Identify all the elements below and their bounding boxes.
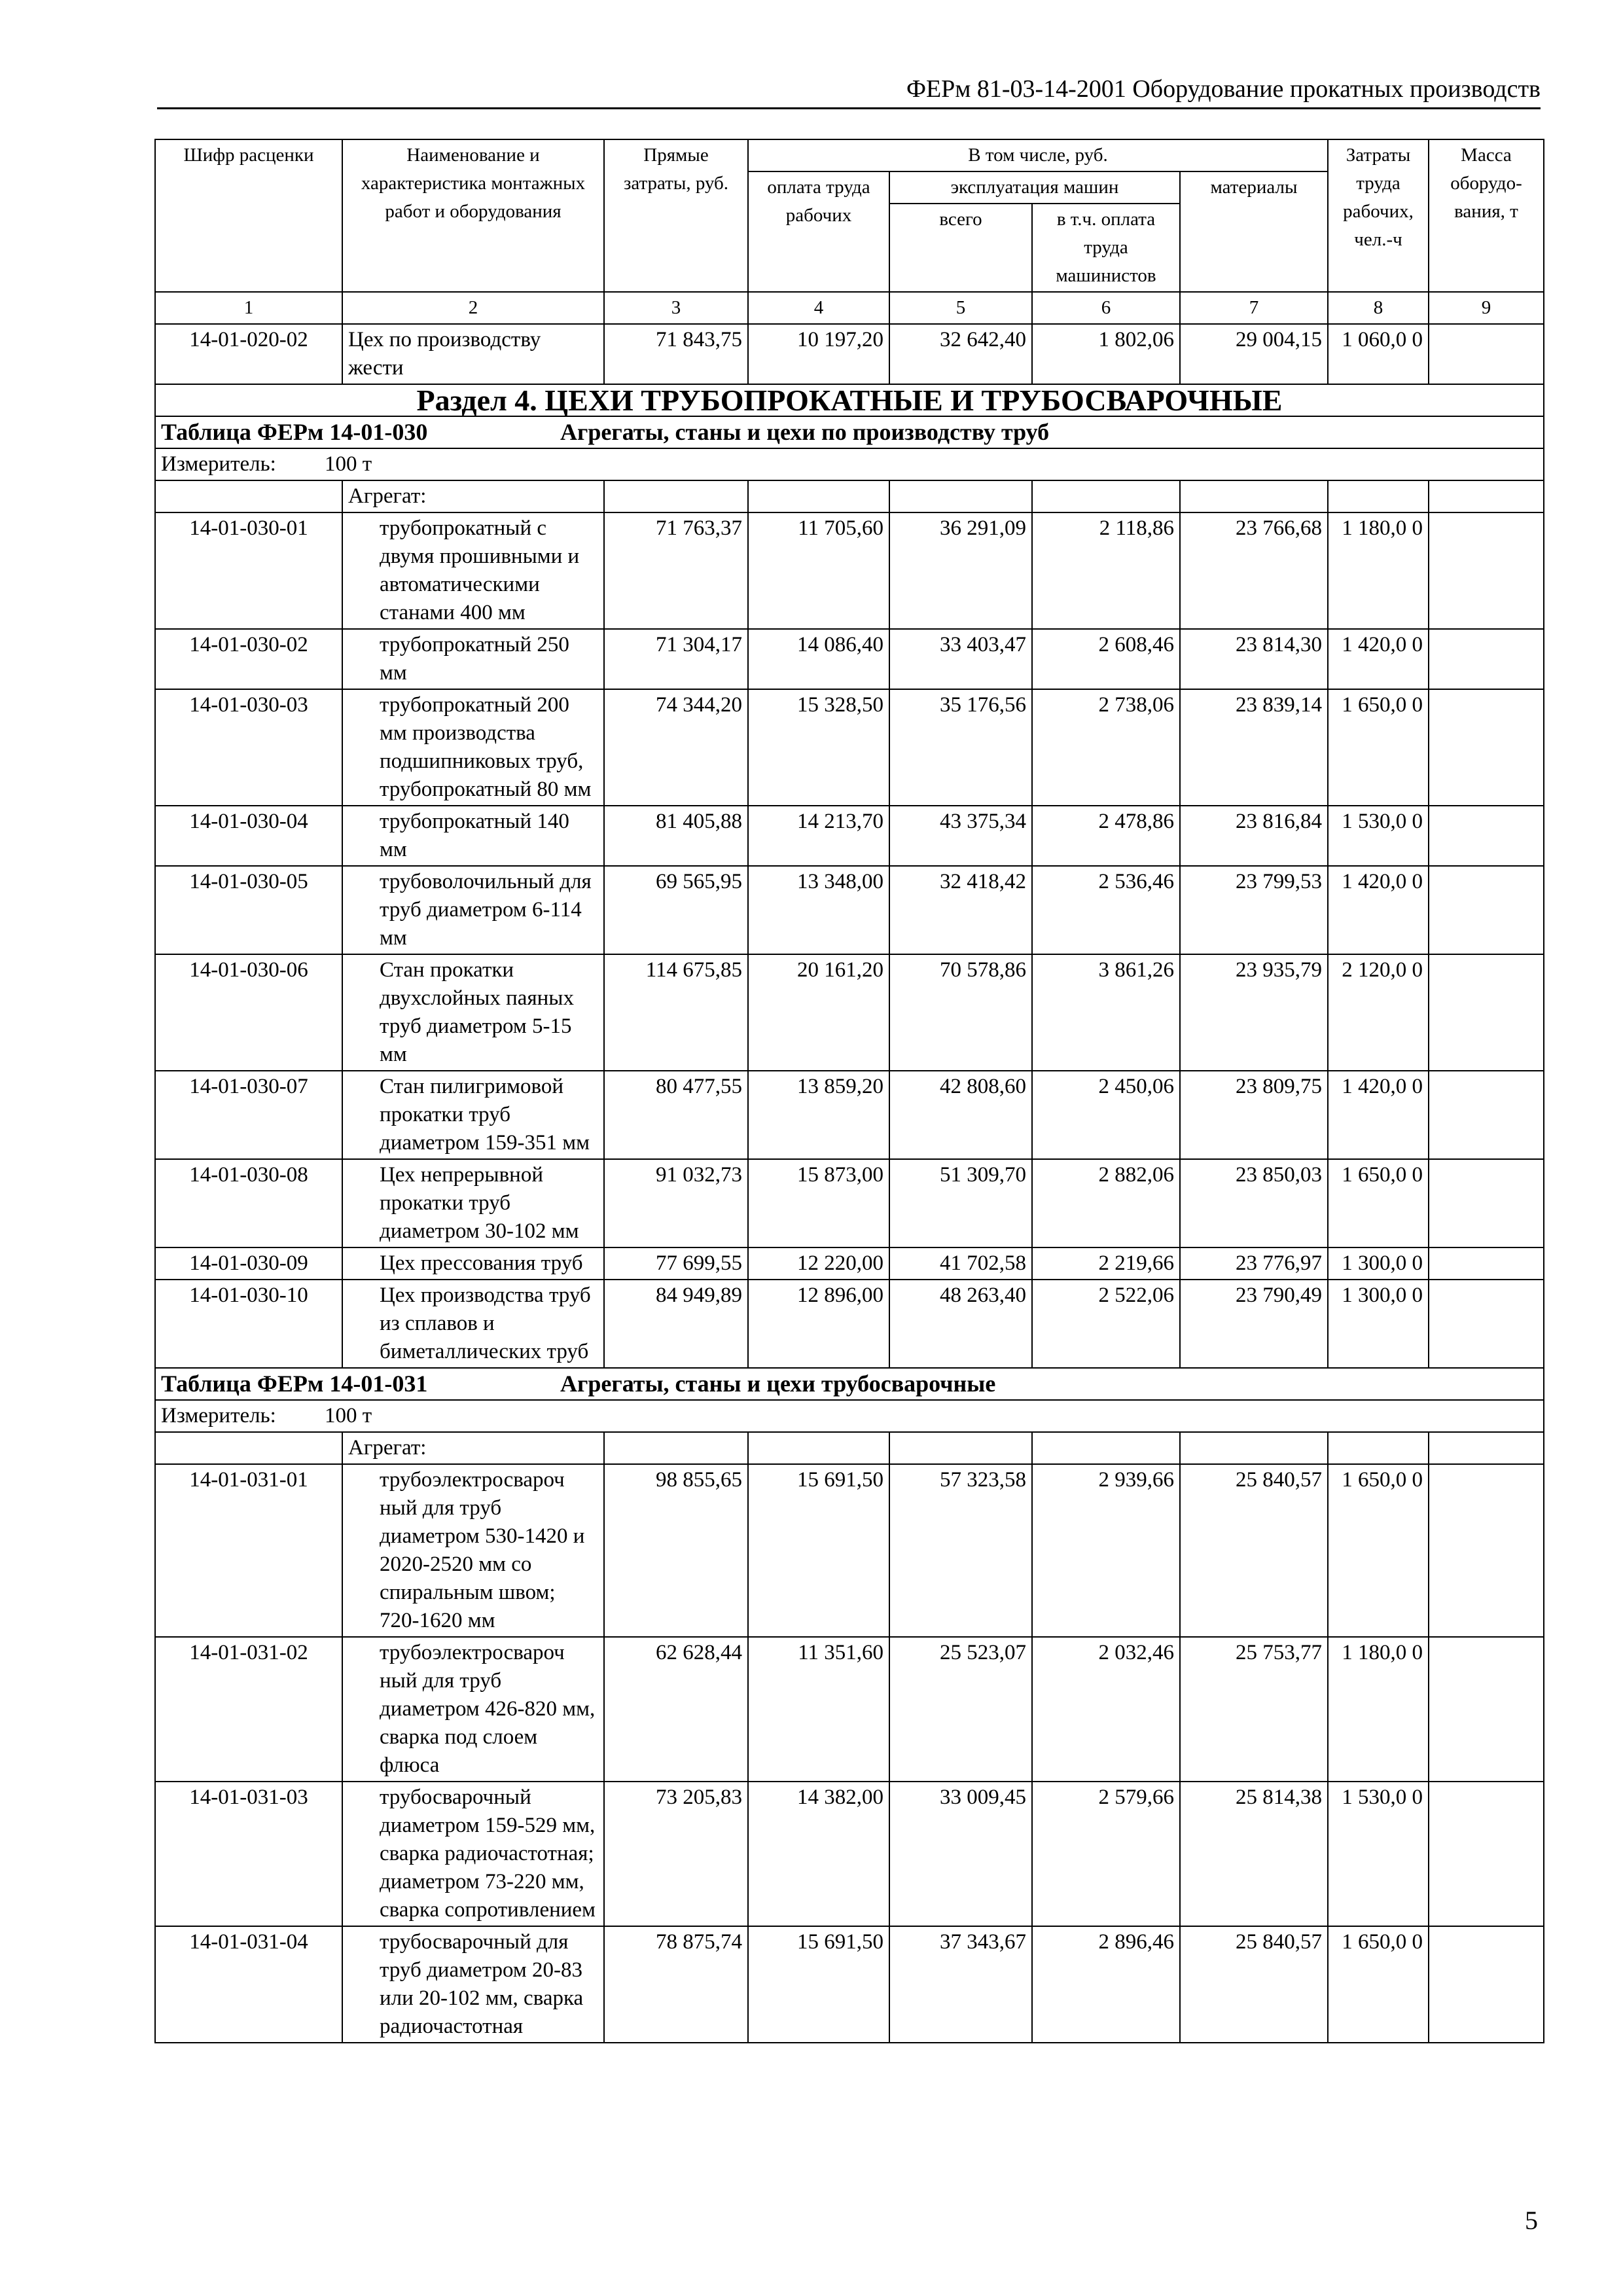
equipment-mass [1429, 1464, 1544, 1637]
rate-code: 14-01-030-07 [155, 1071, 342, 1159]
direct-cost: 81 405,88 [604, 806, 748, 866]
labor-hours: 1 650,0 0 [1328, 1159, 1429, 1247]
col-mass-header: Масса оборудо-вания, т [1429, 139, 1544, 292]
machines-total-cost: 36 291,09 [889, 512, 1032, 629]
work-name: трубосварочный диаметром 159-529 мм, сварка радиочастотная; диаметром 73-220 мм, сварка сопротивлением [342, 1782, 604, 1926]
direct-cost: 91 032,73 [604, 1159, 748, 1247]
table-row [155, 1159, 1544, 1247]
rate-code: 14-01-030-10 [155, 1280, 342, 1368]
measure-cell [155, 448, 1544, 480]
machinist-wages-cost: 2 219,66 [1032, 1247, 1180, 1280]
machines-total-cost: 32 418,42 [889, 866, 1032, 954]
group-empty-cell [1429, 1432, 1544, 1464]
work-name: трубопрокатный 250 мм [342, 629, 604, 689]
rate-code: 14-01-031-02 [155, 1637, 342, 1782]
measure-row [155, 448, 1544, 480]
wages-cost: 15 691,50 [748, 1464, 889, 1637]
materials-cost: 25 840,57 [1180, 1464, 1328, 1637]
machines-total-cost: 32 642,40 [889, 324, 1032, 384]
section-row [155, 384, 1544, 416]
work-name: Цех производства труб из сплавов и биметаллических труб [342, 1280, 604, 1368]
equipment-mass [1429, 1247, 1544, 1280]
direct-cost: 71 304,17 [604, 629, 748, 689]
group-empty-cell [1180, 1432, 1328, 1464]
col-incl-header: В том числе, руб. [748, 139, 1328, 171]
col-machines-header: эксплуатация машин [889, 171, 1180, 204]
col-name-header: Наименование и характеристика монтажных работ и оборудования [342, 139, 604, 292]
equipment-mass [1429, 1637, 1544, 1782]
direct-cost: 84 949,89 [604, 1280, 748, 1368]
rate-code: 14-01-030-01 [155, 512, 342, 629]
wages-cost: 14 086,40 [748, 629, 889, 689]
machinist-wages-cost: 2 738,06 [1032, 689, 1180, 806]
equipment-mass [1429, 689, 1544, 806]
labor-hours: 1 530,0 0 [1328, 1782, 1429, 1926]
equipment-mass [1429, 324, 1544, 384]
section-title: Раздел 4. ЦЕХИ ТРУБОПРОКАТНЫЕ И ТРУБОСВАРОЧНЫЕ [155, 384, 1544, 416]
machines-total-cost: 41 702,58 [889, 1247, 1032, 1280]
table-row [155, 1464, 1544, 1637]
materials-cost: 23 816,84 [1180, 806, 1328, 866]
machines-total-cost: 37 343,67 [889, 1926, 1032, 2043]
equipment-mass [1429, 954, 1544, 1071]
work-name: трубосварочный для труб диаметром 20-83 или 20-102 мм, сварка радиочастотная [342, 1926, 604, 2043]
group-label: Агрегат: [342, 480, 604, 512]
col-code-header: Шифр расценки [155, 139, 342, 292]
table-row [155, 954, 1544, 1071]
machines-total-cost: 57 323,58 [889, 1464, 1032, 1637]
labor-hours: 1 060,0 0 [1328, 324, 1429, 384]
direct-cost: 114 675,85 [604, 954, 748, 1071]
machinist-wages-cost: 2 608,46 [1032, 629, 1180, 689]
group-code-empty [155, 1432, 342, 1464]
column-numbers-row [155, 292, 1544, 324]
table-number: Таблица ФЕРм 14-01-031 [161, 1371, 428, 1397]
wages-cost: 13 859,20 [748, 1071, 889, 1159]
wages-cost: 11 351,60 [748, 1637, 889, 1782]
direct-cost: 74 344,20 [604, 689, 748, 806]
group-empty-cell [604, 480, 748, 512]
machinist-wages-cost: 2 896,46 [1032, 1926, 1180, 2043]
equipment-mass [1429, 806, 1544, 866]
group-row [155, 1432, 1544, 1464]
table-number: Таблица ФЕРм 14-01-030 [161, 419, 428, 445]
equipment-mass [1429, 1782, 1544, 1926]
group-empty-cell [748, 1432, 889, 1464]
wages-cost: 20 161,20 [748, 954, 889, 1071]
table-heading [155, 1368, 1544, 1400]
work-name: трубоэлектросвароч ный для труб диаметром 530-1420 и 2020-2520 мм со спиральным швом; 720-1620 мм [342, 1464, 604, 1637]
materials-cost: 23 809,75 [1180, 1071, 1328, 1159]
rate-code: 14-01-030-06 [155, 954, 342, 1071]
group-empty-cell [889, 480, 1032, 512]
measure-label: Измеритель: [161, 1404, 276, 1427]
running-title: ФЕРм 81-03-14-2001 Оборудование прокатных производств [906, 75, 1541, 103]
equipment-mass [1429, 1926, 1544, 2043]
equipment-mass [1429, 1280, 1544, 1368]
wages-cost: 15 328,50 [748, 689, 889, 806]
materials-cost: 23 935,79 [1180, 954, 1328, 1071]
work-name: трубоэлектросвароч ный для труб диаметром 426-820 мм, сварка под слоем флюса [342, 1637, 604, 1782]
rate-code: 14-01-030-09 [155, 1247, 342, 1280]
group-label: Агрегат: [342, 1432, 604, 1464]
materials-cost: 23 790,49 [1180, 1280, 1328, 1368]
measure-row [155, 1400, 1544, 1432]
table-heading-row [155, 416, 1544, 448]
table-row [155, 1071, 1544, 1159]
direct-cost: 98 855,65 [604, 1464, 748, 1637]
measure-value: 100 т [325, 1404, 372, 1427]
wages-cost: 10 197,20 [748, 324, 889, 384]
materials-cost: 25 814,38 [1180, 1782, 1328, 1926]
machinist-wages-cost: 1 802,06 [1032, 324, 1180, 384]
labor-hours: 1 650,0 0 [1328, 1464, 1429, 1637]
work-name: Цех прессования труб [342, 1247, 604, 1280]
rate-code: 14-01-030-08 [155, 1159, 342, 1247]
materials-cost: 29 004,15 [1180, 324, 1328, 384]
materials-cost: 25 753,77 [1180, 1637, 1328, 1782]
machinist-wages-cost: 3 861,26 [1032, 954, 1180, 1071]
direct-cost: 73 205,83 [604, 1782, 748, 1926]
labor-hours: 1 180,0 0 [1328, 512, 1429, 629]
col-labor-header: Затраты труда рабочих, чел.-ч [1328, 139, 1429, 292]
machines-total-cost: 33 403,47 [889, 629, 1032, 689]
rate-code: 14-01-031-01 [155, 1464, 342, 1637]
labor-hours: 1 180,0 0 [1328, 1637, 1429, 1782]
measure-value: 100 т [325, 452, 372, 476]
direct-cost: 71 763,37 [604, 512, 748, 629]
work-name: трубопрокатный 140 мм [342, 806, 604, 866]
col-direct-header: Прямые затраты, руб. [604, 139, 748, 292]
materials-cost: 23 799,53 [1180, 866, 1328, 954]
direct-cost: 78 875,74 [604, 1926, 748, 2043]
column-number: 1 [155, 292, 342, 324]
table-row [155, 629, 1544, 689]
work-name: трубоволочильный для труб диаметром 6-114 мм [342, 866, 604, 954]
group-empty-cell [1180, 480, 1328, 512]
group-empty-cell [889, 1432, 1032, 1464]
labor-hours: 2 120,0 0 [1328, 954, 1429, 1071]
wages-cost: 11 705,60 [748, 512, 889, 629]
column-number: 6 [1032, 292, 1180, 324]
labor-hours: 1 300,0 0 [1328, 1247, 1429, 1280]
measure-cell [155, 1400, 1544, 1432]
direct-cost: 71 843,75 [604, 324, 748, 384]
machines-total-cost: 43 375,34 [889, 806, 1032, 866]
machinist-wages-cost: 2 579,66 [1032, 1782, 1180, 1926]
equipment-mass [1429, 629, 1544, 689]
rate-code: 14-01-030-05 [155, 866, 342, 954]
wages-cost: 13 348,00 [748, 866, 889, 954]
col-machinist-wages-header: в т.ч. оплата труда машинистов [1032, 204, 1180, 292]
table-row [155, 324, 1544, 384]
direct-cost: 69 565,95 [604, 866, 748, 954]
machinist-wages-cost: 2 536,46 [1032, 866, 1180, 954]
rate-code: 14-01-031-04 [155, 1926, 342, 2043]
labor-hours: 1 650,0 0 [1328, 689, 1429, 806]
materials-cost: 25 840,57 [1180, 1926, 1328, 2043]
rate-code: 14-01-020-02 [155, 324, 342, 384]
work-name: Стан пилигримовой прокатки труб диаметром 159-351 мм [342, 1071, 604, 1159]
equipment-mass [1429, 1159, 1544, 1247]
table-row [155, 806, 1544, 866]
col-materials-header: материалы [1180, 171, 1328, 292]
group-empty-cell [1429, 480, 1544, 512]
equipment-mass [1429, 512, 1544, 629]
table-title: Агрегаты, станы и цехи по производству труб [560, 419, 1050, 445]
table-title: Агрегаты, станы и цехи трубосварочные [560, 1371, 996, 1397]
machinist-wages-cost: 2 032,46 [1032, 1637, 1180, 1782]
labor-hours: 1 530,0 0 [1328, 806, 1429, 866]
header-rule [157, 107, 1541, 109]
direct-cost: 77 699,55 [604, 1247, 748, 1280]
table-row [155, 1782, 1544, 1926]
column-number: 7 [1180, 292, 1328, 324]
machinist-wages-cost: 2 478,86 [1032, 806, 1180, 866]
machinist-wages-cost: 2 450,06 [1032, 1071, 1180, 1159]
direct-cost: 62 628,44 [604, 1637, 748, 1782]
table-row [155, 512, 1544, 629]
table-row [155, 1926, 1544, 2043]
work-name: Цех по производству жести [342, 324, 604, 384]
group-empty-cell [1328, 1432, 1429, 1464]
group-empty-cell [1032, 1432, 1180, 1464]
wages-cost: 14 213,70 [748, 806, 889, 866]
column-number: 9 [1429, 292, 1544, 324]
work-name: Цех непрерывной прокатки труб диаметром 30-102 мм [342, 1159, 604, 1247]
page-number: 5 [1525, 2206, 1538, 2235]
group-code-empty [155, 480, 342, 512]
column-number: 2 [342, 292, 604, 324]
column-number: 3 [604, 292, 748, 324]
machines-total-cost: 48 263,40 [889, 1280, 1032, 1368]
labor-hours: 1 300,0 0 [1328, 1280, 1429, 1368]
labor-hours: 1 420,0 0 [1328, 866, 1429, 954]
column-number: 5 [889, 292, 1032, 324]
column-number: 4 [748, 292, 889, 324]
wages-cost: 15 873,00 [748, 1159, 889, 1247]
labor-hours: 1 420,0 0 [1328, 1071, 1429, 1159]
wages-cost: 14 382,00 [748, 1782, 889, 1926]
materials-cost: 23 814,30 [1180, 629, 1328, 689]
work-name: трубопрокатный с двумя прошивными и автоматическими станами 400 мм [342, 512, 604, 629]
rate-code: 14-01-030-03 [155, 689, 342, 806]
machines-total-cost: 70 578,86 [889, 954, 1032, 1071]
machines-total-cost: 42 808,60 [889, 1071, 1032, 1159]
machines-total-cost: 35 176,56 [889, 689, 1032, 806]
table-row [155, 1247, 1544, 1280]
machines-total-cost: 33 009,45 [889, 1782, 1032, 1926]
wages-cost: 12 220,00 [748, 1247, 889, 1280]
machinist-wages-cost: 2 522,06 [1032, 1280, 1180, 1368]
group-empty-cell [748, 480, 889, 512]
materials-cost: 23 850,03 [1180, 1159, 1328, 1247]
col-machines-total-header: всего [889, 204, 1032, 292]
column-number: 8 [1328, 292, 1429, 324]
materials-cost: 23 776,97 [1180, 1247, 1328, 1280]
wages-cost: 12 896,00 [748, 1280, 889, 1368]
group-empty-cell [604, 1432, 748, 1464]
table-row [155, 866, 1544, 954]
table-row [155, 1280, 1544, 1368]
col-wages-header: оплата труда рабочих [748, 171, 889, 292]
direct-cost: 80 477,55 [604, 1071, 748, 1159]
rate-code: 14-01-031-03 [155, 1782, 342, 1926]
group-empty-cell [1032, 480, 1180, 512]
materials-cost: 23 839,14 [1180, 689, 1328, 806]
machines-total-cost: 25 523,07 [889, 1637, 1032, 1782]
labor-hours: 1 420,0 0 [1328, 629, 1429, 689]
rates-table [154, 139, 1544, 2043]
header-row-1 [155, 139, 1544, 171]
measure-label: Измеритель: [161, 452, 276, 476]
group-empty-cell [1328, 480, 1429, 512]
work-name: Стан прокатки двухслойных паяных труб диаметром 5-15 мм [342, 954, 604, 1071]
table-heading-row [155, 1368, 1544, 1400]
machinist-wages-cost: 2 882,06 [1032, 1159, 1180, 1247]
machines-total-cost: 51 309,70 [889, 1159, 1032, 1247]
rate-code: 14-01-030-02 [155, 629, 342, 689]
table-row [155, 689, 1544, 806]
work-name: трубопрокатный 200 мм производства подшипниковых труб, трубопрокатный 80 мм [342, 689, 604, 806]
materials-cost: 23 766,68 [1180, 512, 1328, 629]
wages-cost: 15 691,50 [748, 1926, 889, 2043]
equipment-mass [1429, 866, 1544, 954]
equipment-mass [1429, 1071, 1544, 1159]
table-row [155, 1637, 1544, 1782]
labor-hours: 1 650,0 0 [1328, 1926, 1429, 2043]
group-row [155, 480, 1544, 512]
machinist-wages-cost: 2 939,66 [1032, 1464, 1180, 1637]
rate-code: 14-01-030-04 [155, 806, 342, 866]
machinist-wages-cost: 2 118,86 [1032, 512, 1180, 629]
table-heading [155, 416, 1544, 448]
